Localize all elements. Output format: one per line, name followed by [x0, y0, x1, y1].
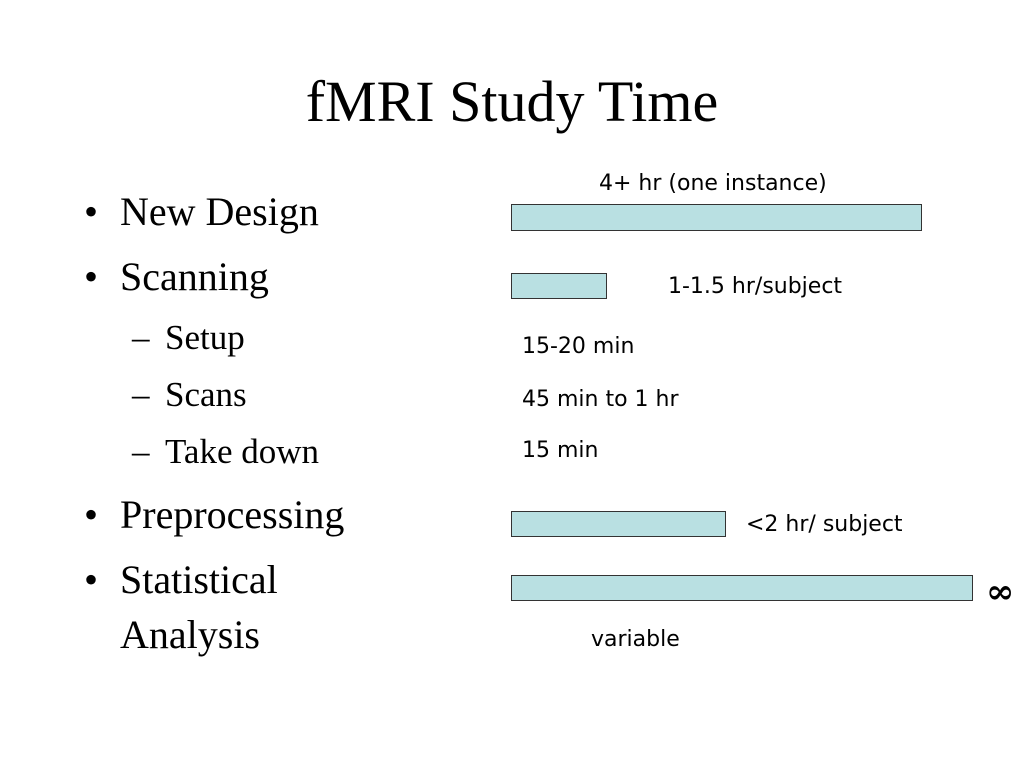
bullet-statistical-label-line2: Analysis — [120, 612, 260, 657]
subitem-setup-label: Setup — [165, 318, 245, 357]
note-preprocessing: <2 hr/ subject — [746, 512, 903, 537]
subitem-take-down-label: Take down — [165, 432, 320, 471]
bullet-scanning-label: Scanning — [120, 254, 269, 299]
time-bar-statistical — [511, 575, 973, 601]
note-setup: 15-20 min — [522, 334, 635, 359]
subitem-scans-label: Scans — [165, 375, 247, 414]
note-take-down: 15 min — [522, 438, 599, 463]
bullet-mark: • — [84, 492, 99, 537]
sub-mark: – — [132, 432, 150, 471]
sub-mark: – — [132, 375, 150, 414]
bullet-mark: • — [84, 189, 99, 234]
bullet-preprocessing-label: Preprocessing — [120, 492, 345, 537]
bullet-statistical-label-line1: Statistical — [120, 557, 278, 602]
infinity-symbol: ∞ — [986, 572, 1015, 612]
bullet-new-design-label: New Design — [120, 189, 319, 234]
bullet-mark: • — [84, 557, 99, 602]
note-scans: 45 min to 1 hr — [522, 387, 679, 412]
note-scanning: 1-1.5 hr/subject — [668, 274, 843, 299]
note-statistical: variable — [591, 627, 680, 652]
slide-title: fMRI Study Time — [305, 69, 719, 134]
time-bar-preprocessing — [511, 511, 726, 537]
sub-mark: – — [132, 318, 150, 357]
note-new-design: 4+ hr (one instance) — [599, 171, 827, 196]
bullet-mark: • — [84, 254, 99, 299]
time-bar-new-design — [511, 204, 922, 231]
time-bar-scanning — [511, 273, 607, 299]
